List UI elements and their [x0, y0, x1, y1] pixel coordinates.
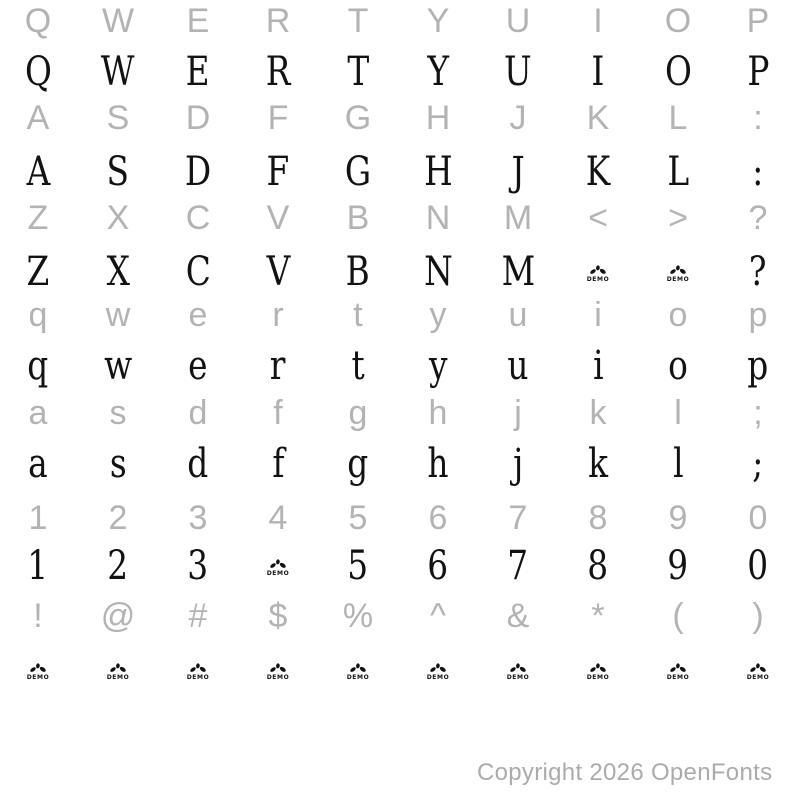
preview-char: i	[592, 343, 604, 390]
reference-char: H	[425, 99, 451, 138]
preview-char: F	[266, 149, 290, 196]
preview-char: t	[351, 343, 365, 390]
preview-char: h	[427, 441, 449, 488]
reference-char: r	[272, 296, 284, 335]
preview-char: 0	[747, 543, 769, 590]
reference-char: <	[588, 199, 608, 238]
reference-char: M	[503, 199, 533, 238]
reference-char-row	[0, 290, 798, 335]
reference-char: X	[106, 199, 130, 238]
demo-glyph	[667, 264, 690, 283]
preview-char: I	[591, 49, 605, 96]
preview-char: B	[345, 249, 371, 296]
demo-glyph-label: DEMO	[266, 674, 290, 682]
demo-glyph	[587, 662, 610, 681]
reference-char: $	[268, 597, 288, 636]
preview-char: E	[186, 49, 210, 96]
reference-char: *	[591, 597, 605, 636]
demo-glyph-label: DEMO	[106, 674, 130, 682]
demo-glyph-label: DEMO	[346, 674, 370, 682]
preview-char-row	[0, 536, 798, 590]
reference-char: #	[188, 597, 208, 636]
demo-glyph	[747, 662, 770, 681]
reference-char: G	[344, 99, 372, 138]
preview-char: X	[106, 249, 130, 296]
reference-char: p	[748, 296, 768, 335]
preview-char: p	[747, 343, 769, 390]
reference-char: l	[674, 394, 682, 433]
fleuron-icon	[748, 662, 768, 674]
reference-char: V	[266, 199, 290, 238]
reference-char: k	[589, 394, 607, 433]
reference-char: Y	[426, 2, 450, 41]
reference-char: O	[664, 2, 692, 41]
preview-char: W	[101, 49, 135, 96]
preview-char-row	[0, 434, 798, 488]
preview-char: V	[266, 249, 290, 296]
reference-char: @	[100, 597, 136, 636]
reference-char: E	[186, 2, 210, 41]
reference-char: 3	[188, 499, 208, 538]
fleuron-icon	[508, 662, 528, 674]
reference-char: D	[185, 99, 211, 138]
preview-char-row	[0, 336, 798, 390]
preview-char: L	[667, 149, 689, 196]
reference-char: 8	[588, 499, 608, 538]
preview-char: 1	[27, 543, 49, 590]
reference-char: !	[33, 597, 43, 636]
preview-char: ?	[749, 249, 767, 296]
reference-char: ^	[430, 597, 446, 636]
reference-char: A	[26, 99, 50, 138]
demo-glyph	[267, 662, 290, 681]
fleuron-icon	[668, 662, 688, 674]
reference-char: 7	[508, 499, 528, 538]
preview-char: 5	[347, 543, 369, 590]
preview-char: N	[423, 249, 453, 296]
preview-char: T	[347, 49, 369, 96]
reference-char: 2	[108, 499, 128, 538]
preview-char: U	[504, 49, 532, 96]
reference-char: Q	[24, 2, 52, 41]
demo-glyph-label: DEMO	[266, 570, 290, 578]
preview-char: P	[746, 49, 770, 96]
preview-char: Z	[26, 249, 50, 296]
reference-char: q	[28, 296, 48, 335]
preview-char: u	[507, 343, 529, 390]
preview-char: q	[27, 343, 49, 390]
preview-char: R	[265, 49, 291, 96]
demo-glyph	[347, 662, 370, 681]
reference-char: >	[668, 199, 688, 238]
preview-char: 8	[587, 543, 609, 590]
reference-char: B	[346, 199, 370, 238]
reference-char: g	[348, 394, 368, 433]
fleuron-icon	[268, 558, 288, 570]
reference-char-row	[0, 591, 798, 636]
demo-glyph	[187, 662, 210, 681]
reference-char: T	[347, 2, 369, 41]
reference-char: s	[109, 394, 127, 433]
reference-char: J	[509, 99, 527, 138]
demo-glyph	[427, 662, 450, 681]
preview-char: Q	[24, 49, 52, 96]
reference-char: i	[594, 296, 602, 335]
reference-char: h	[428, 394, 448, 433]
reference-char: %	[342, 597, 374, 636]
preview-char: 7	[507, 543, 529, 590]
preview-char: S	[106, 149, 130, 196]
preview-char: A	[26, 149, 50, 196]
preview-char: G	[344, 149, 372, 196]
fleuron-icon	[588, 264, 608, 276]
reference-char: y	[429, 296, 447, 335]
reference-char: f	[273, 394, 283, 433]
reference-char: F	[267, 99, 289, 138]
reference-char: 0	[748, 499, 768, 538]
preview-char: H	[423, 149, 453, 196]
reference-char: j	[514, 394, 522, 433]
reference-char: w	[105, 296, 131, 335]
demo-glyph-label: DEMO	[666, 276, 690, 284]
reference-char-row	[0, 93, 798, 138]
reference-char: 1	[28, 499, 48, 538]
reference-char: :	[753, 99, 763, 138]
fleuron-icon	[268, 662, 288, 674]
reference-char: P	[746, 2, 770, 41]
preview-char: y	[428, 343, 448, 390]
preview-char: j	[512, 441, 524, 488]
reference-char: &	[506, 597, 530, 636]
reference-char: t	[353, 296, 363, 335]
reference-char: u	[508, 296, 528, 335]
preview-char: g	[347, 441, 369, 488]
preview-char: a	[28, 441, 48, 488]
reference-char: o	[668, 296, 688, 335]
preview-char-row	[0, 42, 798, 96]
preview-char-row	[0, 640, 798, 690]
reference-char-row	[0, 0, 798, 41]
preview-char: K	[585, 149, 611, 196]
fleuron-icon	[108, 662, 128, 674]
reference-char: a	[28, 394, 48, 433]
preview-char: 2	[107, 543, 129, 590]
preview-char: O	[664, 49, 692, 96]
preview-char: o	[668, 343, 688, 390]
demo-glyph	[107, 662, 130, 681]
preview-char: :	[752, 149, 764, 196]
fleuron-icon	[28, 662, 48, 674]
reference-char: L	[668, 99, 688, 138]
preview-char-row	[0, 242, 798, 296]
reference-char: 6	[428, 499, 448, 538]
reference-char: C	[185, 199, 211, 238]
preview-char: J	[511, 149, 525, 196]
preview-char: D	[184, 149, 212, 196]
reference-char: U	[505, 2, 531, 41]
reference-char: 9	[668, 499, 688, 538]
reference-char-row	[0, 493, 798, 538]
preview-char: Y	[427, 49, 449, 96]
preview-char: d	[187, 441, 209, 488]
reference-char: I	[593, 2, 603, 41]
demo-glyph-label: DEMO	[426, 674, 450, 682]
fleuron-icon	[188, 662, 208, 674]
preview-char-row	[0, 142, 798, 196]
reference-char: ;	[753, 394, 763, 433]
reference-char: R	[265, 2, 291, 41]
preview-char: s	[109, 441, 127, 488]
reference-char: (	[672, 597, 684, 636]
preview-char: f	[271, 441, 285, 488]
demo-glyph-label: DEMO	[186, 674, 210, 682]
preview-char: ;	[752, 441, 764, 488]
preview-char: l	[672, 441, 684, 488]
reference-char-row	[0, 388, 798, 433]
reference-char: N	[425, 199, 451, 238]
demo-glyph-label: DEMO	[666, 674, 690, 682]
demo-glyph-label: DEMO	[586, 276, 610, 284]
preview-char: e	[188, 343, 208, 390]
fleuron-icon	[668, 264, 688, 276]
preview-char: 6	[427, 543, 449, 590]
demo-glyph-label: DEMO	[586, 674, 610, 682]
reference-char: 5	[348, 499, 368, 538]
preview-char: 9	[667, 543, 689, 590]
demo-glyph	[667, 662, 690, 681]
reference-char: Z	[27, 199, 49, 238]
preview-char: k	[588, 441, 608, 488]
copyright-text: Copyright 2026 OpenFonts	[477, 759, 773, 786]
demo-glyph	[27, 662, 50, 681]
demo-glyph	[267, 558, 290, 577]
reference-char: S	[106, 99, 130, 138]
preview-char: C	[185, 249, 211, 296]
preview-char: r	[270, 343, 286, 390]
demo-glyph	[587, 264, 610, 283]
fleuron-icon	[588, 662, 608, 674]
demo-glyph-label: DEMO	[746, 674, 770, 682]
demo-glyph-label: DEMO	[26, 674, 50, 682]
reference-char: d	[188, 394, 208, 433]
preview-char: 3	[187, 543, 209, 590]
fleuron-icon	[428, 662, 448, 674]
reference-char-row	[0, 193, 798, 238]
preview-char: w	[103, 343, 133, 390]
reference-char: W	[101, 2, 135, 41]
fleuron-icon	[348, 662, 368, 674]
preview-char: M	[501, 249, 535, 296]
reference-char: 4	[268, 499, 288, 538]
reference-char: ?	[748, 199, 768, 238]
reference-char: K	[586, 99, 610, 138]
demo-glyph	[507, 662, 530, 681]
reference-char: )	[752, 597, 764, 636]
reference-char: e	[188, 296, 208, 335]
demo-glyph-label: DEMO	[506, 674, 530, 682]
